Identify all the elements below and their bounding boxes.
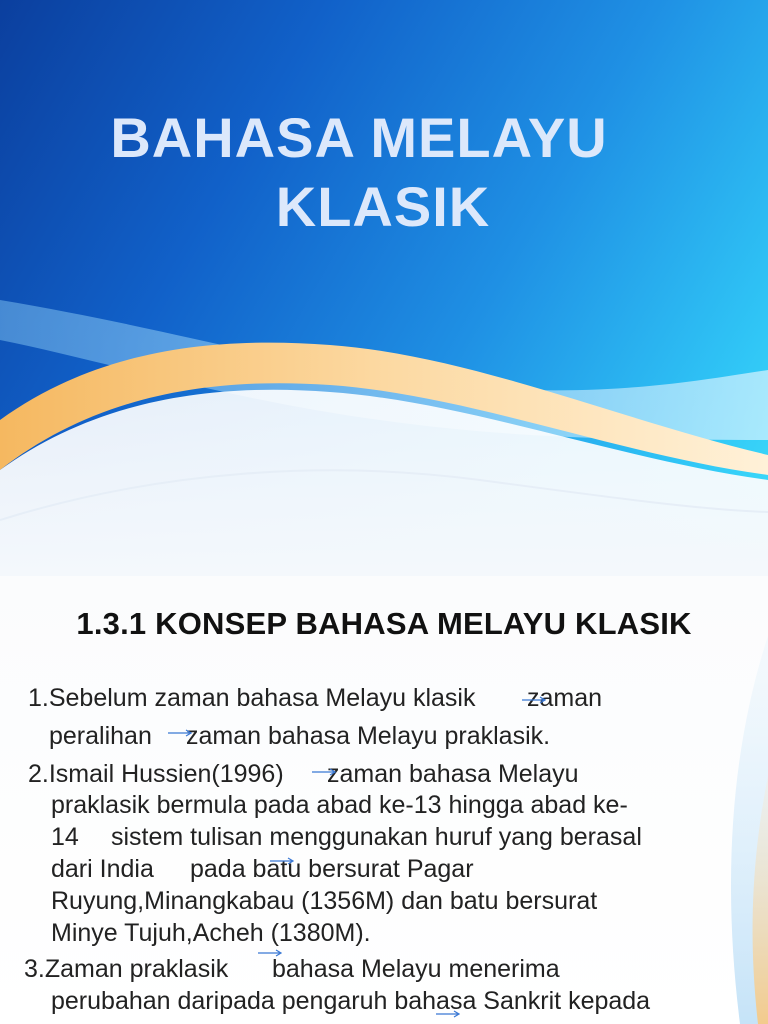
- content-body: [0, 576, 768, 1024]
- text-line: praklasik bermula pada abad ke-13 hingga abad ke-: [51, 791, 628, 819]
- arrow-right-icon: [168, 729, 192, 737]
- text-line: pada batu bersurat Pagar: [190, 855, 474, 883]
- slide-title-line2: KLASIK: [275, 175, 491, 238]
- arrow-right-icon: [436, 1010, 460, 1018]
- arrow-right-icon: [270, 857, 294, 865]
- arrow-right-icon: [258, 949, 282, 957]
- text-line: 3.Zaman praklasik: [24, 955, 229, 983]
- slide-title-line1: BAHASA MELAYU: [110, 106, 608, 169]
- text-line: Ruyung,Minangkabau (1356M) dan batu bersurat: [51, 887, 598, 915]
- content-slide: [0, 576, 768, 1024]
- arrow-right-icon: [522, 696, 546, 704]
- text-line: sistem tulisan menggunakan huruf yang berasal: [111, 823, 642, 851]
- text-line: zaman: [527, 684, 603, 712]
- text-line: 2.Ismail Hussien(1996): [28, 760, 284, 788]
- text-line: bahasa Melayu menerima: [272, 955, 560, 983]
- text-line: 1.Sebelum zaman bahasa Melayu klasik: [28, 684, 476, 712]
- text-line: perubahan daripada pengaruh bahasa Sankrit kepada: [51, 987, 651, 1015]
- text-line: Minye Tujuh,Acheh (1380M).: [51, 919, 371, 947]
- text-line: zaman bahasa Melayu: [327, 760, 579, 788]
- arrow-right-icon: [312, 768, 336, 776]
- text-line: zaman bahasa Melayu praklasik.: [186, 722, 551, 750]
- content-heading: 1.3.1 KONSEP BAHASA MELAYU KLASIK: [76, 606, 692, 641]
- text-line: 14: [51, 823, 79, 851]
- text-line: dari India: [51, 855, 154, 883]
- text-line: peralihan: [49, 722, 152, 750]
